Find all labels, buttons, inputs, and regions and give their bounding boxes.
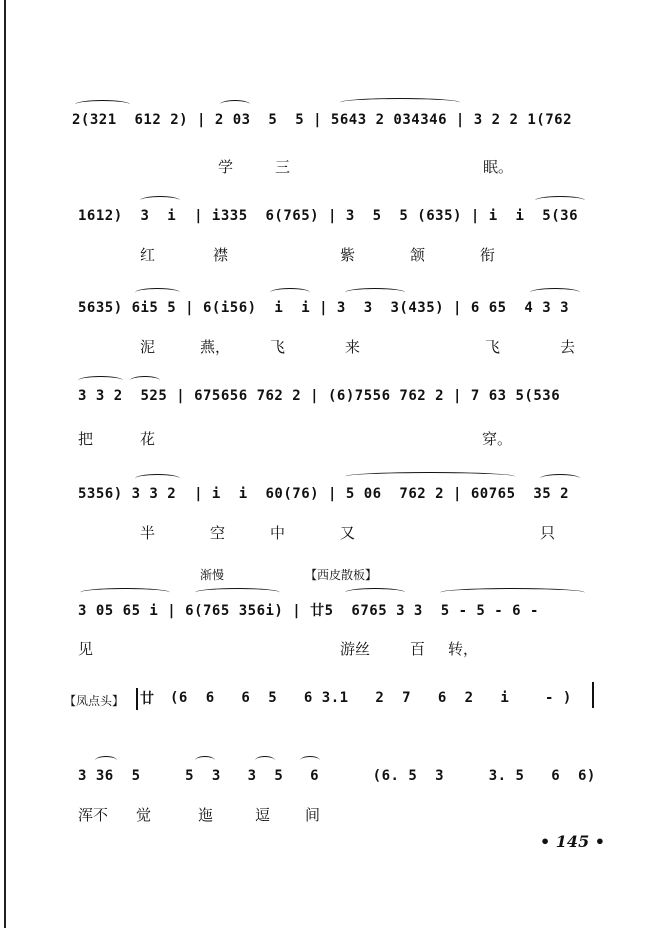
lyric: 三 — [275, 158, 291, 176]
lyric: 燕， — [200, 338, 231, 356]
lyric: 紫 — [340, 246, 356, 264]
lyric: 只 — [540, 524, 556, 542]
lyric: 学 — [218, 158, 234, 176]
page-number: • 145 • — [540, 832, 605, 851]
lyric: 间 — [305, 806, 321, 824]
banshi-mark: 【西皮散板】 — [305, 568, 378, 582]
lyric: 转， — [448, 640, 479, 658]
lyric: 颔 — [410, 246, 426, 264]
lyric: 眠。 — [483, 158, 514, 176]
notation-line: 3 36 5 5 3 3 5 6 (6. 5 3 3. 5 6 6) — [78, 768, 596, 784]
lyric: 又 — [340, 524, 356, 542]
lyric: 半 — [140, 524, 156, 542]
lyric: 百 — [410, 640, 426, 658]
lyric: 红 — [140, 246, 156, 264]
lyric: 花 — [140, 430, 156, 448]
lyric: 襟 — [213, 246, 229, 264]
tempo-mark: 渐慢 — [200, 568, 225, 582]
lyric: 空 — [210, 524, 226, 542]
lyric: 觉 — [136, 806, 152, 824]
lyric: 去 — [560, 338, 576, 356]
notation-line: (6 6 6 5 6 3.1 2 7 6 2 i - ) — [170, 690, 572, 706]
notation-line: 1612) 3 i | i335 6(765) | 3 5 5 (635) | i i 5(36 — [78, 208, 579, 224]
lyric: 游丝 — [340, 640, 371, 658]
lyric: 衔 — [480, 246, 496, 264]
lyric: 迤 — [198, 806, 214, 824]
notation-line: 5356) 3 3 2 | i i 60(76) | 5 06 762 2 | 60765 35 2 — [78, 486, 570, 502]
lyric: 泥 — [140, 338, 156, 356]
lyric: 见 — [78, 640, 94, 658]
notation-line: 3 3 2 525 | 675656 762 2 | (6)7556 762 2 | 7 63 5(536 — [78, 388, 561, 404]
notation-line: 2(321 612 2) | 2 03 5 5 | 5643 2 034346 | 3 2 2 1(762 — [72, 112, 573, 128]
gan-mark: 廿 — [140, 691, 155, 707]
lyric: 飞 — [485, 338, 501, 356]
notation-line: 3 05 65 i | 6(765 356i) | 廿5 6765 3 3 5 - 5 - 6 - — [78, 603, 539, 619]
lyric: 浑不 — [78, 806, 109, 824]
lyric: 穿。 — [482, 430, 513, 448]
lyric: 飞 — [270, 338, 286, 356]
lyric: 把 — [78, 430, 94, 448]
notation-line: 5635) 6i5 5 | 6(i56) i i | 3 3 3(435) | 6 65 4 3 3 — [78, 300, 570, 316]
page-edge-line — [4, 0, 6, 928]
fengdiantou-mark: 【凤点头】 — [64, 694, 125, 708]
lyric: 中 — [270, 524, 286, 542]
lyric: 逗 — [255, 806, 271, 824]
lyric: 来 — [345, 338, 361, 356]
